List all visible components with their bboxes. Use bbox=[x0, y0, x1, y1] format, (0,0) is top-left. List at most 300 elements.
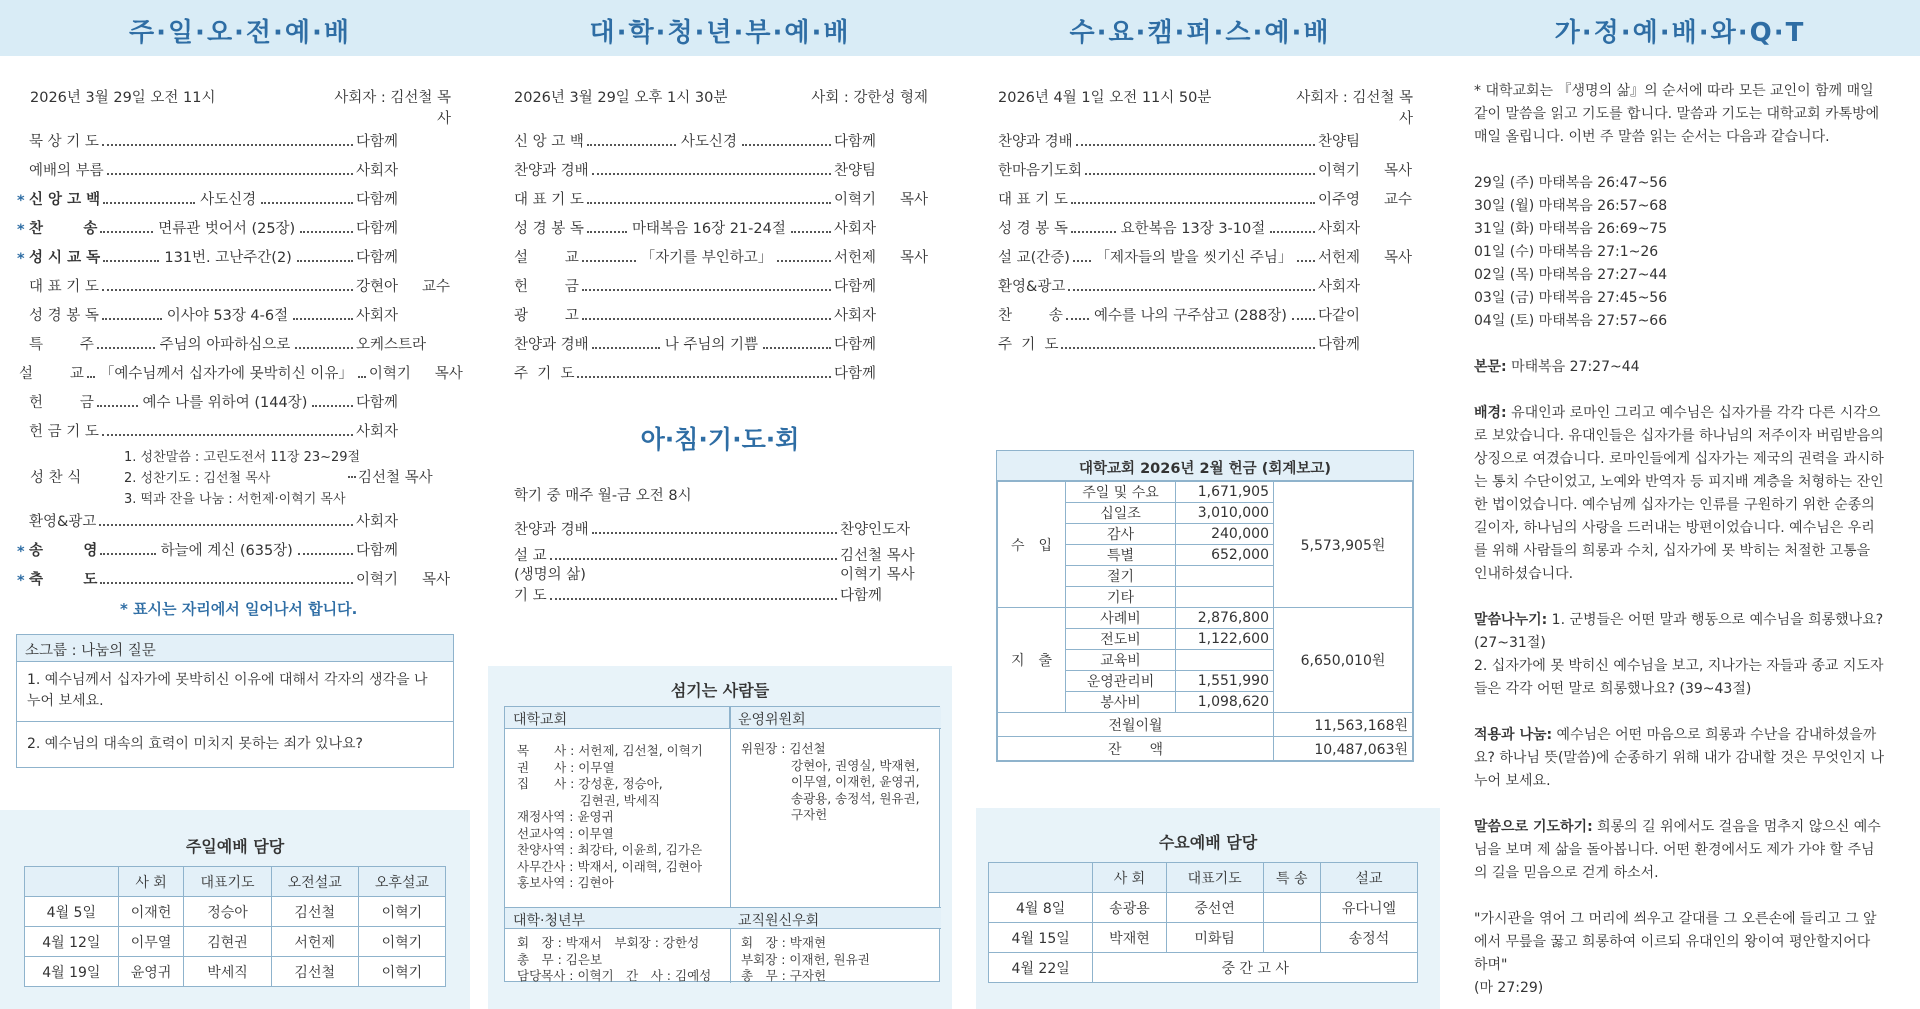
order-person: 사회자 bbox=[356, 514, 399, 530]
finance-row bbox=[998, 713, 1413, 737]
finance-item: 주일 및 수요 bbox=[1066, 482, 1176, 503]
dot-leader bbox=[261, 202, 353, 204]
order-person: 다함께 bbox=[356, 134, 399, 150]
mp-row-right: 다함께 bbox=[840, 588, 883, 604]
order-row bbox=[514, 245, 928, 267]
finance-amount bbox=[1176, 587, 1274, 608]
star-note: * 표시는 자리에서 일어나서 합니다. bbox=[120, 600, 358, 618]
order-label: 신 앙 고 백 bbox=[29, 192, 101, 208]
duty-column-header: 특 송 bbox=[1263, 863, 1320, 893]
order-row bbox=[998, 158, 1412, 180]
order-label: 대 표 기 도 bbox=[29, 279, 99, 295]
order-detail: 요한복음 13장 3-10절 bbox=[1120, 221, 1266, 237]
dot-leader bbox=[1066, 318, 1089, 320]
order-detail: 마태복음 16장 21-24절 bbox=[632, 221, 786, 237]
server-line: 강현아, 권영실, 박재현, bbox=[741, 757, 920, 773]
duty-header-row bbox=[989, 863, 1418, 893]
expense-total: 6,650,010원 bbox=[1274, 608, 1413, 713]
duty-row bbox=[25, 957, 446, 987]
order-person: 이주영 교수 bbox=[1318, 192, 1412, 208]
order-detail: 나 주님의 기쁨 bbox=[664, 337, 758, 353]
communion-block bbox=[30, 444, 450, 510]
order-label: 찬양과 경배 bbox=[998, 134, 1073, 150]
order-detail: 「자기를 부인하고」 bbox=[640, 250, 773, 266]
order-person: 사회자 bbox=[356, 163, 399, 179]
duty-cell: 송광용 bbox=[1093, 893, 1166, 923]
order-row bbox=[514, 158, 928, 180]
order-person: 다함께 bbox=[834, 366, 877, 382]
dot-leader bbox=[97, 405, 138, 407]
order-label: 설 교 bbox=[19, 366, 84, 382]
duty-column-header bbox=[989, 863, 1093, 893]
order-label: 성 시 교 독 bbox=[29, 250, 101, 266]
order-row bbox=[998, 274, 1412, 296]
duty-row bbox=[25, 897, 446, 927]
carry-amount: 11,563,168원 bbox=[1274, 713, 1413, 737]
communion-item-3: 3. 떡과 잔을 나눔 : 서헌제·이혁기 목사 bbox=[124, 492, 346, 507]
duty-cell: 4월 22일 bbox=[989, 953, 1093, 983]
sunday-presider: 사회자 : 김선철 목사 bbox=[334, 90, 451, 127]
qt-pray-label: 말씀으로 기도하기: bbox=[1474, 819, 1593, 835]
dot-leader bbox=[102, 144, 353, 146]
order-person: 다함께 bbox=[834, 279, 877, 295]
order-person: 사회자 bbox=[834, 308, 877, 324]
duty-header-row bbox=[25, 867, 446, 897]
order-detail: 사도신경 bbox=[680, 134, 737, 150]
server-line: 권 사 : 이무열 bbox=[517, 759, 615, 775]
server-line: 위원장 : 김선철 bbox=[741, 741, 826, 756]
youth-service-title: 대·학·청·년·부·예·배 bbox=[589, 18, 851, 48]
qt-reading-line: 29일 (주) 마태복음 26:47~56 bbox=[1474, 175, 1668, 191]
mp-row-label: 찬양과 경배 bbox=[514, 522, 589, 538]
dot-leader bbox=[587, 144, 676, 146]
order-label: 성 경 봉 독 bbox=[29, 308, 99, 324]
qt-apply-text: 예수님은 어떤 마음으로 희롱과 수난을 감내하셨을까요? 하나님 뜻(말씀)에 순종하기 위해 내가 감내할 것은 무엇인지 나누어 보세요. bbox=[1474, 727, 1885, 789]
order-row bbox=[17, 303, 450, 325]
order-row bbox=[17, 567, 450, 589]
sunday-date: 2026년 3월 29일 오전 11시 bbox=[30, 90, 216, 106]
dot-leader bbox=[300, 231, 353, 233]
dot-leader bbox=[297, 260, 353, 262]
duty-row bbox=[989, 893, 1418, 923]
dot-leader bbox=[100, 231, 153, 233]
server-line: 김현권, 박세직 bbox=[517, 792, 660, 808]
qt-reading-line: 01일 (수) 마태복음 27:1~26 bbox=[1474, 244, 1659, 260]
server-line: 집 사 : 강성훈, 정승아, bbox=[517, 776, 663, 791]
youth-date: 2026년 3월 29일 오후 1시 30분 bbox=[514, 90, 728, 106]
qt-background-text: 유대인과 로마인 그리고 예수님은 십자가를 각각 다른 시각으로 보았습니다. 유대인들은 십자가를 하나님의 저주이자 버림받음의 상징으로 여겼습니다. 로마인들에게 십자가는 제국의 권력을 과시하는 통치 수단이었고, 노예와 반역자 등 피지배 계층을 처형하는 잔인한 법이었습니다. 예수님께 십자가는 인류를 구원하기 위한 순종의 길이자, 하나님의 사랑을 드러내는 방편이었습니다. 예수님은 우리를 위해 사람들의 희롱과 수치, 십자가에 못 박히는 처절한 고통을 인내하셨습니다. bbox=[1474, 405, 1884, 582]
order-row bbox=[17, 538, 450, 560]
duty-cell: 김현권 bbox=[184, 927, 271, 957]
server-line: 회 장 : 박재현 bbox=[741, 935, 827, 950]
dot-leader bbox=[1068, 289, 1315, 291]
duty-cell: 유다니엘 bbox=[1320, 893, 1417, 923]
order-label: 송 영 bbox=[29, 543, 98, 559]
small-group-title: 소그룹 : 나눔의 질문 bbox=[17, 635, 453, 662]
duty-cell: 정승아 bbox=[184, 897, 271, 927]
wed-duty-title: 수요예배 담당 bbox=[1158, 833, 1258, 852]
dot-leader bbox=[1073, 260, 1091, 262]
server-line: 목 사 : 서헌제, 김선철, 이혁기 bbox=[517, 743, 703, 758]
dot-leader bbox=[550, 598, 837, 600]
order-person: 다함께 bbox=[834, 337, 877, 353]
order-row bbox=[998, 303, 1412, 325]
qt-intro: * 대학교회는 『생명의 삶』의 순서에 따라 모든 교인이 함께 매일 같이 말씀을 읽고 기도를 합니다. 말씀과 기도는 대학교회 카톡방에 매일 올립니다. 이번 주 말씀 읽는 순서는 다음과 같습니다. bbox=[1474, 83, 1880, 145]
order-label: 광 고 bbox=[514, 308, 579, 324]
dot-leader bbox=[102, 434, 353, 436]
finance-item: 봉사비 bbox=[1066, 692, 1176, 713]
col-divider bbox=[730, 707, 731, 983]
finance-item: 절기 bbox=[1066, 566, 1176, 587]
dot-leader bbox=[100, 553, 155, 555]
dot-leader bbox=[103, 202, 195, 204]
server-line: 회 장 : 박재서 부회장 : 강한성 bbox=[517, 935, 700, 950]
duty-cell: 김선철 bbox=[271, 957, 358, 987]
sunday-duty-table bbox=[24, 866, 446, 987]
dot-leader bbox=[1071, 202, 1315, 204]
server-line: 재정사역 : 윤영귀 bbox=[517, 809, 614, 824]
order-row bbox=[17, 158, 450, 180]
order-detail: 「제자들의 발을 씻기신 주님」 bbox=[1095, 250, 1293, 266]
duty-cell: 4월 19일 bbox=[25, 957, 119, 987]
finance-table bbox=[997, 481, 1413, 761]
order-detail: 사도신경 bbox=[200, 192, 257, 208]
duty-cell: 서헌제 bbox=[271, 927, 358, 957]
communion-dots bbox=[348, 468, 356, 478]
duty-column-header: 오후설교 bbox=[358, 867, 445, 897]
order-label: 헌 금 bbox=[514, 279, 579, 295]
duty-cell: 윤영귀 bbox=[118, 957, 184, 987]
qt-pray-text: 희롱의 길 위에서도 걸음을 멈추지 않으신 예수님을 보며 제 삶을 돌아봅니다. 어떤 환경에서도 제가 가야 할 주님의 길을 믿음으로 걷게 하소서. bbox=[1474, 819, 1881, 881]
server-line: 담당목사 : 이혁기 간 사 : 김예성 bbox=[517, 968, 712, 983]
server-line: 부회장 : 이재헌, 원유권 bbox=[741, 951, 870, 967]
qt-reading-line: 30일 (월) 마태복음 26:57~68 bbox=[1474, 198, 1668, 214]
order-person: 이혁기 목사 bbox=[368, 366, 463, 382]
dot-leader bbox=[100, 582, 353, 584]
duty-cell: 이혁기 bbox=[358, 927, 445, 957]
order-person: 이혁기 목사 bbox=[356, 572, 450, 588]
server-line: 선교사역 : 이무열 bbox=[517, 825, 614, 841]
wed-duty-table bbox=[988, 862, 1418, 983]
duty-cell bbox=[1263, 893, 1320, 923]
mp-row-label: 기 도 bbox=[514, 588, 547, 604]
servers-grid bbox=[504, 706, 940, 982]
order-person: 다함께 bbox=[356, 250, 399, 266]
order-detail: 예수를 나의 구주삼고 (288장) bbox=[1094, 308, 1287, 324]
duty-cell: 4월 8일 bbox=[989, 893, 1093, 923]
duty-cell: 중선연 bbox=[1166, 893, 1263, 923]
server-line: 이무열, 이재헌, 윤영귀, bbox=[741, 774, 920, 789]
dot-leader bbox=[582, 289, 831, 291]
univ-church-list bbox=[517, 743, 703, 892]
order-person: 다함께 bbox=[356, 192, 399, 208]
order-label: 대 표 기 도 bbox=[514, 192, 584, 208]
finance-amount: 1,098,620 bbox=[1176, 692, 1274, 713]
wed-date: 2026년 4월 1일 오전 11시 50분 bbox=[998, 90, 1212, 106]
order-label: 설 교(간증) bbox=[998, 250, 1070, 266]
qt-quote: "가시관을 엮어 그 머리에 씌우고 갈대를 그 오른손에 들리고 그 앞에서 무릎을 꿇고 희롱하여 이르되 유대인의 왕이여 평안할지어다 하며" bbox=[1474, 911, 1877, 973]
dot-leader bbox=[742, 144, 831, 146]
finance-amount: 2,876,800 bbox=[1176, 608, 1274, 629]
stand-marker: * bbox=[17, 222, 25, 238]
qt-sharing-2: 2. 십자가에 못 박히신 예수님을 보고, 지나가는 자들과 종교 지도자들은 각각 어떤 말로 희롱했나요? (39~43절) bbox=[1474, 658, 1884, 697]
order-label: 축 도 bbox=[29, 572, 98, 588]
qt-sharing-1: 1. 군병들은 어떤 말과 행동으로 예수님을 희롱했나요? (27~31절) bbox=[1474, 612, 1884, 651]
sunday-duty-title: 주일예배 담당 bbox=[185, 837, 285, 856]
order-row bbox=[17, 332, 450, 354]
order-person: 강현아 교수 bbox=[356, 279, 450, 295]
dot-leader bbox=[777, 260, 831, 262]
univ-church-head: 대학교회 bbox=[505, 707, 730, 729]
order-detail: 예수 나를 위하여 (144장) bbox=[142, 395, 308, 411]
order-person: 다같이 bbox=[1318, 308, 1361, 324]
finance-row bbox=[998, 608, 1413, 629]
order-person: 찬양팀 bbox=[1318, 134, 1361, 150]
order-person: 사회자 bbox=[356, 308, 399, 324]
stand-marker: * bbox=[17, 251, 25, 267]
order-person: 다함께 bbox=[356, 543, 399, 559]
finance-row bbox=[998, 482, 1413, 503]
duty-column-header: 설교 bbox=[1320, 863, 1417, 893]
communion-item-1: 1. 성찬말씀 : 고린도전서 11장 23~29절 bbox=[124, 450, 361, 465]
qt-sharing-label: 말씀나누기: bbox=[1474, 612, 1548, 628]
order-label: 환영&광고 bbox=[998, 279, 1066, 295]
order-detail: 이사야 53장 4-6절 bbox=[166, 308, 289, 324]
order-person: 이혁기 목사 bbox=[834, 192, 928, 208]
order-row bbox=[514, 216, 928, 238]
qt-reading-line: 03일 (금) 마태복음 27:45~56 bbox=[1474, 290, 1668, 306]
order-label: 주 기 도 bbox=[998, 337, 1059, 353]
order-row bbox=[514, 303, 928, 325]
faculty-head: 교직원신우회 bbox=[730, 907, 941, 929]
qt-title: 가·정·예·배·와·Q·T bbox=[1554, 18, 1806, 48]
duty-cell: 이혁기 bbox=[358, 957, 445, 987]
youth-presider: 사회 : 강한성 형제 bbox=[811, 90, 928, 106]
communion-label: 성 찬 식 bbox=[30, 470, 82, 486]
finance-amount: 240,000 bbox=[1176, 524, 1274, 545]
qt-background-label: 배경: bbox=[1474, 405, 1507, 421]
order-detail: 주님의 아파하심으로 bbox=[159, 337, 291, 353]
order-detail: 131번. 고난주간(2) bbox=[164, 250, 292, 266]
qt-reading-line: 31일 (화) 마태복음 26:69~75 bbox=[1474, 221, 1668, 237]
mp-row-label: 설 교 bbox=[514, 548, 547, 564]
order-row bbox=[17, 419, 450, 441]
qt-reading-line: 04일 (토) 마태복음 27:57~66 bbox=[1474, 313, 1668, 329]
order-row bbox=[998, 187, 1412, 209]
finance-report bbox=[996, 450, 1414, 762]
finance-title: 대학교회 2026년 2월 헌금 (회계보고) bbox=[997, 451, 1413, 481]
duty-cell: 미화팀 bbox=[1166, 923, 1263, 953]
dot-leader bbox=[1071, 231, 1116, 233]
mp-row-2 bbox=[514, 543, 934, 565]
duty-note-cell: 중 간 고 사 bbox=[1093, 953, 1418, 983]
order-row bbox=[17, 216, 450, 238]
finance-amount: 652,000 bbox=[1176, 545, 1274, 566]
order-person: 찬양팀 bbox=[834, 163, 877, 179]
order-detail: 면류관 벗어서 (25장) bbox=[158, 221, 296, 237]
duty-cell bbox=[1263, 923, 1320, 953]
qt-content bbox=[1474, 80, 1886, 1000]
dot-leader bbox=[577, 376, 831, 378]
dot-leader bbox=[97, 347, 155, 349]
order-person: 다함께 bbox=[356, 395, 399, 411]
order-person: 사회자 bbox=[356, 424, 399, 440]
order-person: 서헌제 목사 bbox=[834, 250, 928, 266]
duty-cell: 이혁기 bbox=[358, 897, 445, 927]
stand-marker: * bbox=[17, 573, 25, 589]
duty-cell: 송정석 bbox=[1320, 923, 1417, 953]
dot-leader bbox=[107, 173, 353, 175]
server-line: 구자헌 bbox=[741, 807, 828, 822]
order-row bbox=[17, 187, 450, 209]
order-label: 환영&광고 bbox=[29, 514, 97, 530]
dot-leader bbox=[1061, 347, 1315, 349]
finance-item: 특별 bbox=[1066, 545, 1176, 566]
mp-row-3-right: 이혁기 목사 bbox=[840, 567, 915, 583]
order-label: 대 표 기 도 bbox=[998, 192, 1068, 208]
mp-row-right: 찬양인도자 bbox=[840, 522, 911, 538]
dot-leader bbox=[1297, 260, 1315, 262]
qt-pray bbox=[1474, 816, 1886, 885]
finance-amount bbox=[1176, 566, 1274, 587]
finance-item: 전도비 bbox=[1066, 629, 1176, 650]
finance-item: 사례비 bbox=[1066, 608, 1176, 629]
communion-item-2: 2. 성찬기도 : 김선철 목사 bbox=[124, 471, 271, 486]
order-label: 헌 금 기 도 bbox=[29, 424, 99, 440]
server-line: 홍보사역 : 김현아 bbox=[517, 875, 614, 890]
qt-text-value: 마태복음 27:27~44 bbox=[1511, 359, 1640, 375]
finance-amount bbox=[1176, 650, 1274, 671]
order-row bbox=[998, 332, 1412, 354]
dot-leader bbox=[87, 376, 95, 378]
order-person: 사회자 bbox=[1318, 221, 1361, 237]
carry-label: 전월이월 bbox=[998, 713, 1274, 737]
order-person: 이혁기 목사 bbox=[1318, 163, 1412, 179]
dot-leader bbox=[791, 231, 831, 233]
order-person: 서헌제 목사 bbox=[1318, 250, 1413, 266]
dot-leader bbox=[1085, 173, 1315, 175]
duty-cell: 이재헌 bbox=[118, 897, 184, 927]
dot-leader bbox=[102, 318, 162, 320]
faculty-list bbox=[741, 935, 870, 985]
order-label: 예배의 부름 bbox=[29, 163, 104, 179]
dot-leader bbox=[582, 260, 636, 262]
finance-row bbox=[998, 737, 1413, 761]
dot-leader bbox=[295, 347, 353, 349]
income-label: 수 입 bbox=[998, 482, 1066, 608]
dot-leader bbox=[293, 318, 353, 320]
dot-leader bbox=[99, 524, 353, 526]
order-label: 성 경 봉 독 bbox=[998, 221, 1068, 237]
finance-item: 십일조 bbox=[1066, 503, 1176, 524]
server-line: 총 무 : 구자헌 bbox=[741, 968, 827, 983]
order-row bbox=[17, 274, 450, 296]
duty-column-header: 대표기도 bbox=[184, 867, 271, 897]
mp-row-right: 김선철 목사 bbox=[840, 548, 915, 564]
expense-label: 지 출 bbox=[998, 608, 1066, 713]
order-label: 찬양과 경배 bbox=[514, 163, 589, 179]
order-label: 주 기 도 bbox=[514, 366, 575, 382]
finance-item: 교육비 bbox=[1066, 650, 1176, 671]
small-group-q1: 1. 예수님께서 십자가에 못박히신 이유에 대해서 각자의 생각을 나누어 보세요. bbox=[17, 662, 453, 722]
order-row bbox=[998, 245, 1412, 267]
qt-text bbox=[1474, 356, 1886, 379]
qt-quote-ref: (마 27:29) bbox=[1474, 980, 1544, 996]
youth-dept-list bbox=[517, 935, 711, 985]
finance-amount: 1,551,990 bbox=[1176, 671, 1274, 692]
dot-leader bbox=[587, 202, 831, 204]
server-line: 송광용, 송정석, 원유권, bbox=[741, 790, 920, 806]
small-group-q2: 2. 예수님의 대속의 효력이 미치지 못하는 죄가 있나요? bbox=[27, 736, 363, 752]
dot-leader bbox=[1270, 231, 1315, 233]
duty-cell: 4월 12일 bbox=[25, 927, 119, 957]
order-row bbox=[17, 245, 450, 267]
stand-marker: * bbox=[17, 193, 25, 209]
order-row bbox=[514, 332, 928, 354]
income-total: 5,573,905원 bbox=[1274, 482, 1413, 608]
order-label: 찬양과 경배 bbox=[514, 337, 589, 353]
duty-cell: 박재현 bbox=[1093, 923, 1166, 953]
order-label: 신 앙 고 백 bbox=[514, 134, 584, 150]
order-label: 찬 송 bbox=[29, 221, 98, 237]
order-row bbox=[998, 216, 1412, 238]
youth-dept-head: 대학·청년부 bbox=[505, 907, 730, 929]
order-label: 헌 금 bbox=[29, 395, 94, 411]
qt-readings bbox=[1474, 172, 1886, 333]
order-row bbox=[514, 361, 928, 383]
finance-item: 기타 bbox=[1066, 587, 1176, 608]
dot-leader bbox=[587, 231, 627, 233]
order-person: 다함께 bbox=[356, 221, 399, 237]
order-person: 사회자 bbox=[834, 221, 877, 237]
dot-leader bbox=[298, 553, 353, 555]
balance-amount: 10,487,063원 bbox=[1274, 737, 1413, 761]
finance-item: 감사 bbox=[1066, 524, 1176, 545]
dot-leader bbox=[592, 532, 837, 534]
duty-cell: 4월 5일 bbox=[25, 897, 119, 927]
dot-leader bbox=[592, 347, 660, 349]
qt-text-label: 본문: bbox=[1474, 359, 1507, 375]
qt-apply bbox=[1474, 724, 1886, 793]
duty-column-header bbox=[25, 867, 119, 897]
qt-background bbox=[1474, 402, 1886, 586]
duty-column-header: 사 회 bbox=[118, 867, 184, 897]
duty-column-header: 사 회 bbox=[1093, 863, 1166, 893]
order-row bbox=[998, 129, 1412, 151]
order-label: 설 교 bbox=[514, 250, 579, 266]
duty-column-header: 오전설교 bbox=[271, 867, 358, 897]
server-line: 사무간사 : 박재서, 이래혁, 김현아 bbox=[517, 858, 703, 874]
order-row bbox=[514, 274, 928, 296]
duty-row bbox=[25, 927, 446, 957]
dot-leader bbox=[312, 405, 353, 407]
order-person: 사회자 bbox=[1318, 279, 1361, 295]
small-group-box bbox=[16, 634, 454, 768]
committee-head: 운영위원회 bbox=[730, 707, 941, 729]
mp-row-3-label: (생명의 삶) bbox=[514, 567, 586, 583]
dot-leader bbox=[1292, 318, 1315, 320]
finance-amount: 1,671,905 bbox=[1176, 482, 1274, 503]
balance-label: 잔 액 bbox=[998, 737, 1274, 761]
finance-amount: 1,122,600 bbox=[1176, 629, 1274, 650]
order-person: 오케스트라 bbox=[356, 337, 427, 353]
dot-leader bbox=[1076, 144, 1315, 146]
order-label: 한마음기도회 bbox=[998, 163, 1083, 179]
dot-leader bbox=[592, 173, 831, 175]
order-row bbox=[17, 129, 450, 151]
dot-leader bbox=[102, 289, 353, 291]
dot-leader bbox=[550, 558, 837, 560]
